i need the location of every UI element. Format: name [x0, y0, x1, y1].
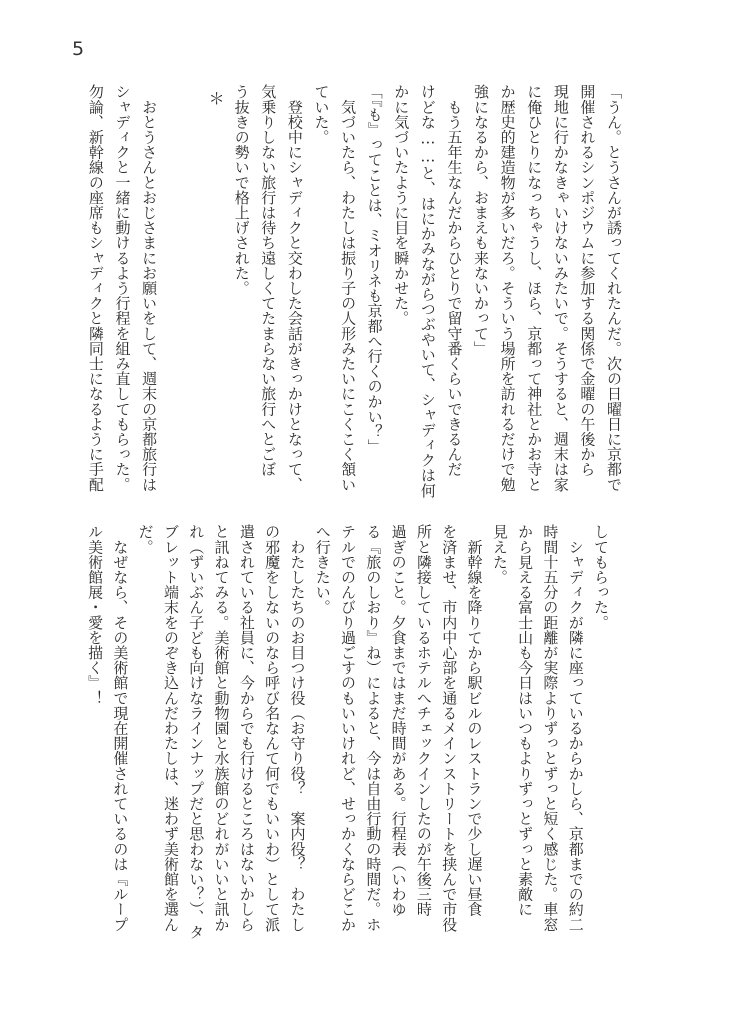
text-line: かに気づいたように目を瞬かせた。 [392, 84, 411, 326]
lower-text-block [82, 524, 613, 940]
text-line: なぜなら、その美術館で現在開催されているのは『ループ [111, 524, 130, 932]
text-line: 時間十五分の距離が実際よりずっとずっと短く感じた。車窓 [541, 524, 560, 932]
text-line: 所と隣接しているホテルへチェックインしたのが午後三時 [414, 524, 433, 917]
text-line: ブレット端末をのぞき込んだわたしは、迷わず美術館を選ん [161, 524, 180, 932]
text-line: シャディクと一緒に動けるよう行程を組み直してもらった。 [113, 84, 132, 492]
text-line: を済ませ、市内中心部を通るメインストリートを挟んで市役 [440, 524, 459, 932]
text-line: 新幹線を降りてから駅ビルのレストランで少し遅い昼食 [465, 524, 484, 917]
text-line: う抜きの勢いで格上げされた。 [232, 84, 251, 296]
text-line: 過ぎのこと。夕食まではまだ時間がある。行程表（いわゆ [389, 524, 408, 917]
text-line: ていた。 [312, 84, 331, 145]
upper-text-block [82, 84, 627, 498]
text-line: に俺ひとりになっちゃうし、ほら、京都って神社とかお寺と [525, 84, 544, 492]
text-line: わたしたちのお目つけ役（お守り役？ 案内役？ わたし [288, 524, 307, 932]
text-line: もう五年生なんだからひとりで留守番くらいできるんだ [445, 84, 464, 477]
text-line: る『旅のしおり』ね）によると、今は自由行動の時間だ。ホ [364, 524, 383, 932]
text-line: 登校中にシャディクと交わした会話がきっかけとなって、 [285, 84, 304, 492]
text-line: 遣されている社員に、今からでも行けるところはないかしら [237, 524, 256, 932]
text-line: 気づいたら、わたしは振り子の人形みたいにこくこく頷い [339, 84, 358, 492]
text-line: 強になるから、おまえも来ないかって」 [472, 84, 491, 356]
text-line: テルでのんびり過ごすのもいいけれど、せっかくならどこか [339, 524, 358, 932]
text-line: シャディクが隣に座っているからかしら、京都までの約二 [566, 524, 585, 932]
text-line: 勿論、新幹線の座席もシャディクと隣同士になるように手配 [86, 84, 105, 492]
text-line: か歴史的建造物が多いだろ。そういう場所を訪れるだけで勉 [498, 84, 517, 492]
text-line: と訊ねてみる。美術館と動物園と水族館のどれがいいと訊か [212, 524, 231, 932]
text-line: 「『も』ってことは、ミオリネも京都へ行くのかい？」 [365, 84, 384, 454]
text-line: へ行きたい。 [313, 524, 332, 615]
text-line: 見えた。 [490, 524, 509, 585]
text-line: れ（ずいぶん子ども向けなラインナップだと思わない？）、タ [187, 524, 206, 940]
text-line: の邪魔をしないのなら呼び名なんて何でもいいわ）として派 [263, 524, 282, 932]
text-line: 気乗りしない旅行は待ち遠しくてたまらない旅行へとごぼ [259, 84, 278, 477]
text-line: から見える富士山も今日はいつもよりずっとずっと素敵に [516, 524, 535, 917]
text-line: 開催されるシンポジウムに参加する関係で金曜の午後から [578, 84, 597, 477]
text-line: けどな……と、はにかみながらつぶやいて、シャディクは何 [418, 84, 437, 498]
text-line: 「うん。とうさんが誘ってくれたんだ。次の日曜日に京都で [605, 84, 623, 492]
page-number: 5 [72, 38, 85, 60]
text-line: だ。 [136, 524, 155, 555]
scene-break-marker: ＊ [206, 90, 226, 107]
text-line: おとうさんとおじさまにお願いをして、週末の京都旅行は [140, 84, 159, 492]
text-line: してもらった。 [592, 524, 610, 630]
text-line: ル美術館展・愛を描く』！ [86, 524, 105, 706]
text-line: 現地に行かなきゃいけないみたいで。そうすると、週末は家 [551, 84, 570, 492]
